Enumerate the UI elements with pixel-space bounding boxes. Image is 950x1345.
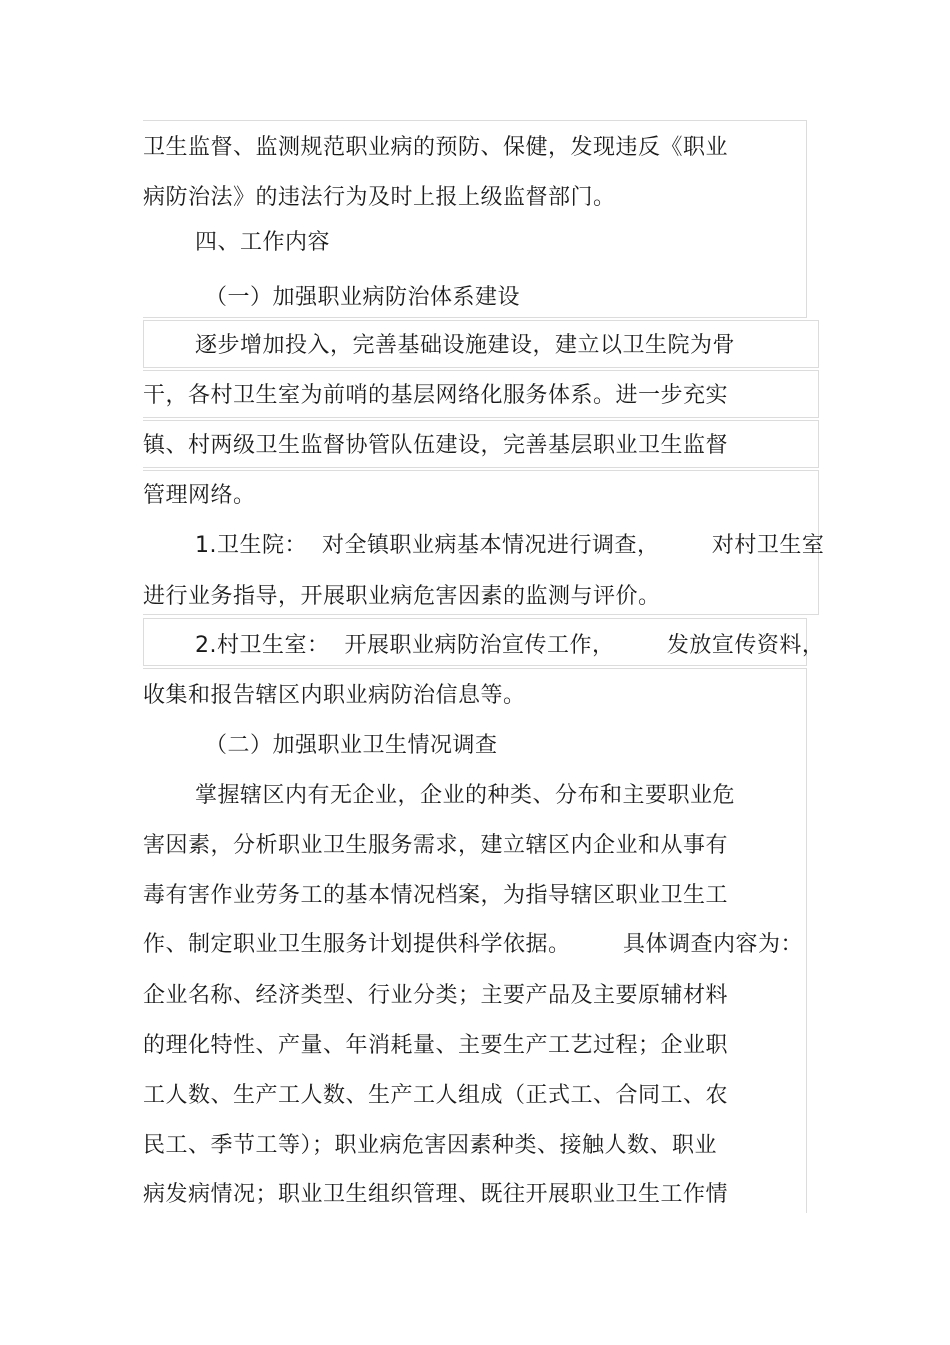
text-line-16: 毒有害作业劳务工的基本情况档案，为指导辖区职业卫生工: [143, 883, 729, 908]
text-line-14: 掌握辖区内有无企业，企业的种类、分布和主要职业危: [195, 783, 736, 808]
text-line-21: 民工、季节工等）；职业病危害因素种类、接触人数、职业: [143, 1133, 718, 1158]
text-line-15: 害因素，分析职业卫生服务需求，建立辖区内企业和从事有: [143, 833, 729, 858]
text-line-12: 收集和报告辖区内职业病防治信息等。: [143, 683, 526, 708]
text-line-19: 的理化特性、产量、年消耗量、主要生产工艺过程；企业职: [143, 1033, 729, 1058]
text-line-2: 病防治法》的违法行为及时上报上级监督部门。: [143, 185, 616, 210]
text-line-18: 企业名称、经济类型、行业分类；主要产品及主要原辅材料: [143, 983, 729, 1008]
text-line-11: 2.村卫生室： 开展职业病防治宣传工作， 发放宣传资料，: [195, 633, 825, 658]
text-line-5: 逐步增加投入，完善基础设施建设，建立以卫生院为骨: [195, 333, 736, 358]
section-heading: 四、工作内容: [195, 230, 331, 255]
text-line-7: 镇、村两级卫生监督协管队伍建设，完善基层职业卫生监督: [143, 433, 729, 458]
text-line-17: 作、制定职业卫生服务计划提供科学依据。 具体调查内容为：: [143, 932, 803, 957]
subsection-heading-1: （一）加强职业病防治体系建设: [205, 285, 521, 310]
text-line-1: 卫生监督、监测规范职业病的预防、保健，发现违反《职业: [143, 135, 729, 160]
text-line-22: 病发病情况；职业卫生组织管理、既往开展职业卫生工作情: [143, 1182, 729, 1207]
text-line-8: 管理网络。: [143, 483, 256, 508]
text-line-10: 进行业务指导，开展职业病危害因素的监测与评价。: [143, 584, 661, 609]
text-line-20: 工人数、生产工人数、生产工人组成（正式工、合同工、农: [143, 1083, 729, 1108]
subsection-heading-2: （二）加强职业卫生情况调查: [205, 733, 498, 758]
text-line-9: 1.卫生院： 对全镇职业病基本情况进行调查， 对村卫生室: [195, 533, 825, 558]
text-line-6: 干，各村卫生室为前哨的基层网络化服务体系。进一步充实: [143, 383, 729, 408]
